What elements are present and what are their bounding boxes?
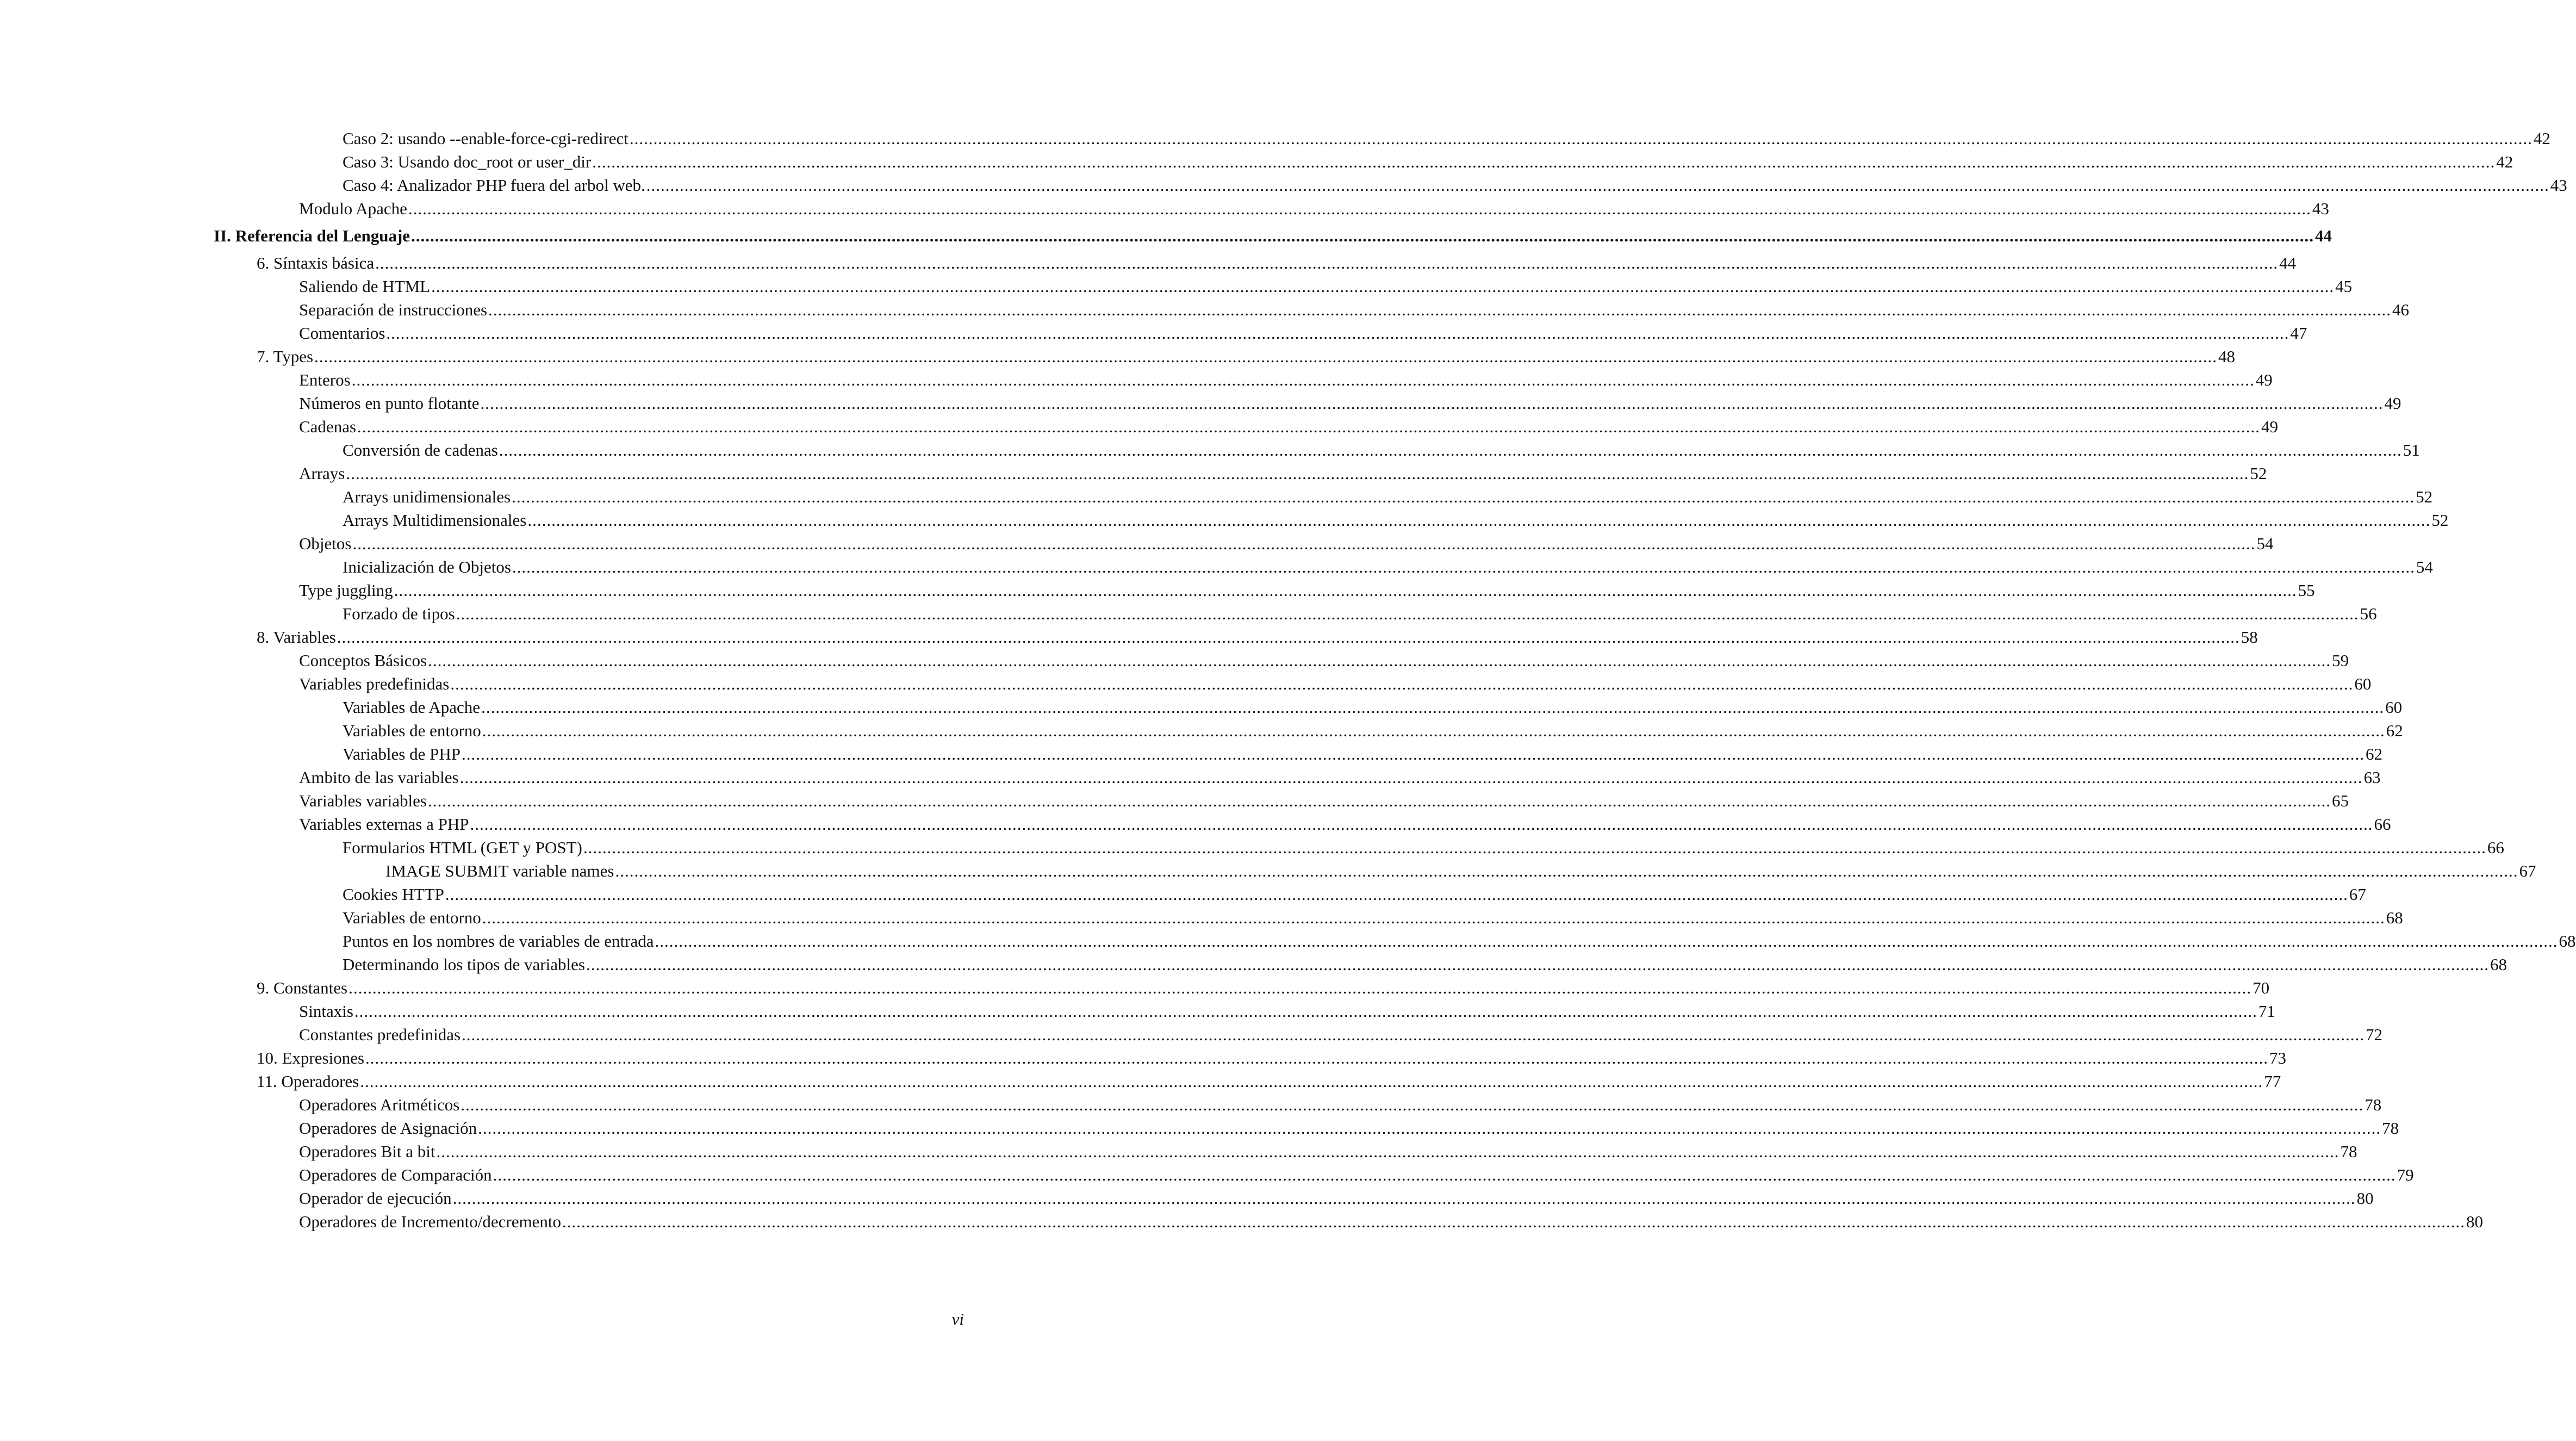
- toc-entry-title: Forzado de tipos: [343, 604, 455, 623]
- dot-leader: ................................................................................................................................................................................................................................................................................................................................................................................................................: [346, 464, 2249, 483]
- toc-entry[interactable]: [299, 1093, 2382, 1116]
- toc-entry-title: Arrays unidimensionales: [343, 487, 511, 506]
- toc-entry[interactable]: [343, 555, 2433, 579]
- toc-entry-title: Operador de ejecución: [299, 1189, 452, 1208]
- toc-entry[interactable]: [257, 625, 2258, 649]
- toc-entry-page: 59: [2332, 651, 2349, 670]
- toc-entry-title: Variables variables: [299, 791, 427, 810]
- toc-entry-page: 73: [2269, 1048, 2287, 1067]
- toc-entry-page: 65: [2331, 791, 2349, 810]
- toc-entry-title: Arrays: [299, 464, 345, 483]
- toc-entry[interactable]: [299, 766, 2381, 789]
- dot-leader: ................................................................................................................................................................................................................................................................................................................................................................................................................: [586, 955, 2489, 974]
- toc-entry-title: Inicialización de Objetos: [343, 557, 511, 576]
- dot-leader: ................................................................................................................................................................................................................................................................................................................................................................................................................: [375, 253, 2279, 272]
- toc-entry-page: 52: [2416, 487, 2433, 506]
- toc-entry-title: Conversión de cadenas: [343, 440, 498, 459]
- toc-entry[interactable]: [299, 812, 2391, 836]
- toc-entry-title: Variables externas a PHP: [299, 815, 469, 834]
- toc-entry-page: 80: [2466, 1212, 2483, 1231]
- toc-entry[interactable]: [299, 789, 2349, 812]
- toc-entry-title: 7. Types: [257, 347, 314, 366]
- toc-entry-title: Cookies HTTP: [343, 885, 444, 904]
- toc-entry-page: 43: [2312, 199, 2329, 218]
- toc-entry[interactable]: [299, 275, 2353, 298]
- dot-leader: ................................................................................................................................................................................................................................................................................................................................................................................................................: [428, 651, 2331, 670]
- toc-entry-title: Type juggling: [299, 581, 393, 600]
- toc-entry[interactable]: [299, 197, 2329, 220]
- toc-entry[interactable]: [299, 1116, 2399, 1140]
- toc-entry[interactable]: [343, 173, 2567, 197]
- toc-entry-title: Variables de PHP: [343, 744, 461, 763]
- toc-entry-page: 56: [2360, 604, 2377, 623]
- toc-entry-page: 78: [2382, 1119, 2399, 1138]
- toc-entry[interactable]: [343, 695, 2403, 719]
- dot-leader: ................................................................................................................................................................................................................................................................................................................................................................................................................: [478, 1119, 2381, 1138]
- dot-leader: ................................................................................................................................................................................................................................................................................................................................................................................................................: [583, 838, 2486, 857]
- dot-leader: ................................................................................................................................................................................................................................................................................................................................................................................................................: [360, 1072, 2263, 1091]
- toc-entry-page: 62: [2365, 744, 2382, 763]
- toc-entry-page: 42: [2533, 129, 2550, 148]
- toc-entry-title: Operadores Bit a bit: [299, 1142, 435, 1161]
- dot-leader: ................................................................................................................................................................................................................................................................................................................................................................................................................: [357, 417, 2261, 436]
- dot-leader: ................................................................................................................................................................................................................................................................................................................................................................................................................: [482, 721, 2385, 740]
- toc-entry[interactable]: [299, 649, 2349, 672]
- toc-entry-title: Modulo Apache: [299, 199, 407, 218]
- toc-entry[interactable]: [257, 345, 2236, 368]
- toc-entry[interactable]: [299, 415, 2279, 438]
- dot-leader: ................................................................................................................................................................................................................................................................................................................................................................................................................: [411, 226, 2314, 245]
- dot-leader: ................................................................................................................................................................................................................................................................................................................................................................................................................: [394, 581, 2297, 600]
- toc-entry[interactable]: [299, 392, 2401, 415]
- toc-entry-title: 10. Expresiones: [257, 1048, 365, 1067]
- dot-leader: ................................................................................................................................................................................................................................................................................................................................................................................................................: [592, 152, 2496, 171]
- toc-entry-page: 66: [2374, 815, 2391, 834]
- toc-entry[interactable]: [343, 602, 2377, 625]
- dot-leader: ................................................................................................................................................................................................................................................................................................................................................................................................................: [436, 1142, 2339, 1161]
- dot-leader: ................................................................................................................................................................................................................................................................................................................................................................................................................: [462, 1025, 2365, 1044]
- toc-entry-title: Operadores de Comparación: [299, 1165, 492, 1184]
- toc-entry[interactable]: [343, 836, 2504, 859]
- toc-entry[interactable]: [343, 150, 2513, 173]
- dot-leader: ................................................................................................................................................................................................................................................................................................................................................................................................................: [450, 674, 2354, 693]
- toc-entry-page: 63: [2363, 768, 2381, 787]
- toc-entry[interactable]: [299, 462, 2267, 485]
- toc-entry[interactable]: [299, 579, 2315, 602]
- toc-entry-page: 49: [2261, 417, 2279, 436]
- toc-entry-title: Puntos en los nombres de variables de entrada: [343, 931, 654, 951]
- toc-entry[interactable]: [343, 742, 2382, 766]
- dot-leader: ................................................................................................................................................................................................................................................................................................................................................................................................................: [562, 1212, 2465, 1231]
- toc-entry-title: Variables predefinidas: [299, 674, 450, 693]
- toc-entry[interactable]: [343, 485, 2433, 508]
- dot-leader: ................................................................................................................................................................................................................................................................................................................................................................................................................: [512, 557, 2415, 576]
- toc-entry[interactable]: [343, 508, 2449, 532]
- dot-leader: ................................................................................................................................................................................................................................................................................................................................................................................................................: [527, 511, 2431, 530]
- dot-leader: ................................................................................................................................................................................................................................................................................................................................................................................................................: [314, 347, 2218, 366]
- toc-entry-page: 77: [2264, 1072, 2281, 1091]
- dot-leader: ................................................................................................................................................................................................................................................................................................................................................................................................................: [452, 1189, 2356, 1208]
- toc-entry-title: Operadores de Asignación: [299, 1119, 477, 1138]
- toc-entry[interactable]: [257, 1070, 2281, 1093]
- toc-entry[interactable]: [299, 532, 2274, 555]
- toc-entry-title: II. Referencia del Lenguaje: [214, 226, 410, 245]
- toc-entry-page: 52: [2431, 511, 2449, 530]
- toc-entry-page: 51: [2403, 440, 2420, 459]
- toc-entry-title: Operadores Aritméticos: [299, 1095, 460, 1114]
- toc-entry[interactable]: [257, 1046, 2287, 1070]
- toc-entry-page: 48: [2218, 347, 2236, 366]
- toc-entry[interactable]: [343, 438, 2420, 462]
- toc-entry-title: 9. Constantes: [257, 978, 348, 997]
- dot-leader: ................................................................................................................................................................................................................................................................................................................................................................................................................: [427, 791, 2331, 810]
- toc-entry-page: 47: [2290, 324, 2307, 343]
- toc-entry-page: 58: [2241, 628, 2258, 647]
- toc-entry-title: Enteros: [299, 370, 351, 389]
- toc-entry-title: Determinando los tipos de variables: [343, 955, 585, 974]
- dot-leader: ................................................................................................................................................................................................................................................................................................................................................................................................................: [646, 176, 2549, 195]
- toc-entry-page: 67: [2519, 861, 2536, 880]
- toc-entry-page: 72: [2366, 1025, 2383, 1044]
- toc-entry[interactable]: [299, 1023, 2383, 1046]
- toc-entry-title: Variables de Apache: [343, 698, 481, 717]
- dot-leader: ................................................................................................................................................................................................................................................................................................................................................................................................................: [470, 815, 2373, 834]
- toc-entry-title: Arrays Multidimensionales: [343, 511, 527, 530]
- toc-entry-title: IMAGE SUBMIT variable names: [385, 861, 614, 880]
- toc-entry-page: 46: [2392, 300, 2410, 319]
- toc-entry-page: 71: [2258, 1002, 2275, 1021]
- toc-entry-page: 45: [2335, 277, 2353, 296]
- toc-entry-page: 66: [2487, 838, 2504, 857]
- toc-entry-page: 67: [2349, 885, 2366, 904]
- dot-leader: ................................................................................................................................................................................................................................................................................................................................................................................................................: [354, 1002, 2257, 1021]
- toc-entry-title: Números en punto flotante: [299, 394, 480, 413]
- toc-entry-page: 60: [2354, 674, 2372, 693]
- toc-entry-title: Ambito de las variables: [299, 768, 459, 787]
- toc-entry[interactable]: [299, 1187, 2374, 1210]
- dot-leader: ................................................................................................................................................................................................................................................................................................................................................................................................................: [488, 300, 2392, 319]
- toc-entry[interactable]: [299, 672, 2372, 695]
- toc-entry-title: Objetos: [299, 534, 352, 553]
- toc-entry-title: Formularios HTML (GET y POST): [343, 838, 582, 857]
- toc-entry-page: 49: [2255, 370, 2273, 389]
- toc-entry-page: 70: [2253, 978, 2270, 997]
- dot-leader: ................................................................................................................................................................................................................................................................................................................................................................................................................: [456, 604, 2359, 623]
- toc-entry-page: 68: [2490, 955, 2507, 974]
- toc-entry-title: Separación de instrucciones: [299, 300, 488, 319]
- toc-entry[interactable]: [299, 1210, 2483, 1233]
- toc-entry-title: Saliendo de HTML: [299, 277, 431, 296]
- toc-entry-title: Sintaxis: [299, 1002, 353, 1021]
- toc-entry[interactable]: [343, 127, 2550, 150]
- dot-leader: ................................................................................................................................................................................................................................................................................................................................................................................................................: [655, 931, 2558, 951]
- toc-entry-page: 80: [2356, 1189, 2374, 1208]
- toc-entry-page: 43: [2550, 176, 2567, 195]
- toc-entry-page: 78: [2365, 1095, 2382, 1114]
- dot-leader: ................................................................................................................................................................................................................................................................................................................................................................................................................: [408, 199, 2311, 218]
- toc-entry-title: 11. Operadores: [257, 1072, 359, 1091]
- toc-entry[interactable]: [257, 251, 2297, 275]
- toc-entry-page: 60: [2385, 698, 2403, 717]
- toc-entry[interactable]: [343, 719, 2403, 742]
- dot-leader: ................................................................................................................................................................................................................................................................................................................................................................................................................: [512, 487, 2415, 506]
- toc-entry-title: 6. Síntaxis básica: [257, 253, 375, 272]
- dot-leader: ................................................................................................................................................................................................................................................................................................................................................................................................................: [481, 698, 2385, 717]
- toc-entry-title: Caso 3: Usando doc_root or user_dir: [343, 152, 592, 171]
- toc-entry-page: 68: [2559, 931, 2576, 951]
- dot-leader: ................................................................................................................................................................................................................................................................................................................................................................................................................: [351, 370, 2255, 389]
- dot-leader: ................................................................................................................................................................................................................................................................................................................................................................................................................: [352, 534, 2256, 553]
- toc-entry[interactable]: [343, 929, 2576, 953]
- toc-entry-page: 62: [2386, 721, 2403, 740]
- toc-entry-page: 68: [2386, 908, 2403, 927]
- dot-leader: ................................................................................................................................................................................................................................................................................................................................................................................................................: [493, 1165, 2396, 1184]
- toc-entry[interactable]: [299, 999, 2275, 1023]
- toc-entry[interactable]: [299, 321, 2307, 345]
- toc-entry-title: Constantes predefinidas: [299, 1025, 461, 1044]
- toc-entry[interactable]: [343, 883, 2366, 906]
- dot-leader: ................................................................................................................................................................................................................................................................................................................................................................................................................: [431, 277, 2335, 296]
- toc-entry[interactable]: [299, 1140, 2357, 1163]
- toc-entry-page: 44: [2279, 253, 2297, 272]
- dot-leader: ................................................................................................................................................................................................................................................................................................................................................................................................................: [459, 768, 2363, 787]
- toc-entry-page: 49: [2384, 394, 2401, 413]
- toc-entry-page: 54: [2256, 534, 2274, 553]
- dot-leader: ................................................................................................................................................................................................................................................................................................................................................................................................................: [629, 129, 2533, 148]
- dot-leader: ................................................................................................................................................................................................................................................................................................................................................................................................................: [480, 394, 2384, 413]
- dot-leader: ................................................................................................................................................................................................................................................................................................................................................................................................................: [365, 1048, 2269, 1067]
- toc-entry-page: 52: [2250, 464, 2267, 483]
- dot-leader: ................................................................................................................................................................................................................................................................................................................................................................................................................: [461, 1095, 2364, 1114]
- dot-leader: ................................................................................................................................................................................................................................................................................................................................................................................................................: [499, 440, 2402, 459]
- dot-leader: ................................................................................................................................................................................................................................................................................................................................................................................................................: [482, 908, 2385, 927]
- toc-entry-title: Variables de entorno: [343, 908, 481, 927]
- toc-entry-page: 44: [2315, 226, 2332, 245]
- toc-entry-title: Variables de entorno: [343, 721, 481, 740]
- toc-entry-page: 54: [2416, 557, 2433, 576]
- toc-entry-page: 79: [2397, 1165, 2414, 1184]
- toc-entry[interactable]: [299, 298, 2410, 321]
- dot-leader: ................................................................................................................................................................................................................................................................................................................................................................................................................: [337, 628, 2240, 647]
- toc-entry-title: Operadores de Incremento/decremento: [299, 1212, 561, 1231]
- toc-entry-page: 55: [2298, 581, 2315, 600]
- dot-leader: ................................................................................................................................................................................................................................................................................................................................................................................................................: [615, 861, 2518, 880]
- toc-entry-title: Cadenas: [299, 417, 357, 436]
- page-number: vi: [951, 1309, 964, 1328]
- toc-entry-title: Caso 4: Analizador PHP fuera del arbol web.: [343, 176, 645, 195]
- dot-leader: ................................................................................................................................................................................................................................................................................................................................................................................................................: [461, 744, 2365, 763]
- toc-entry[interactable]: [257, 976, 2270, 999]
- toc-entry[interactable]: [214, 224, 2332, 247]
- toc-entry[interactable]: [299, 1163, 2414, 1187]
- dot-leader: ................................................................................................................................................................................................................................................................................................................................................................................................................: [386, 324, 2289, 343]
- dot-leader: ................................................................................................................................................................................................................................................................................................................................................................................................................: [349, 978, 2252, 997]
- dot-leader: ................................................................................................................................................................................................................................................................................................................................................................................................................: [445, 885, 2348, 904]
- toc-entry[interactable]: [385, 859, 2536, 883]
- toc-entry[interactable]: [299, 368, 2273, 392]
- toc-entry[interactable]: [343, 953, 2507, 976]
- toc-entry-title: 8. Variables: [257, 628, 336, 647]
- toc-entry-title: Conceptos Básicos: [299, 651, 427, 670]
- toc-entry-title: Comentarios: [299, 324, 385, 343]
- toc-entry-page: 42: [2496, 152, 2513, 171]
- toc-entry-page: 78: [2340, 1142, 2357, 1161]
- toc-entry-title: Caso 2: usando --enable-force-cgi-redirect: [343, 129, 629, 148]
- toc-entry[interactable]: [343, 906, 2403, 929]
